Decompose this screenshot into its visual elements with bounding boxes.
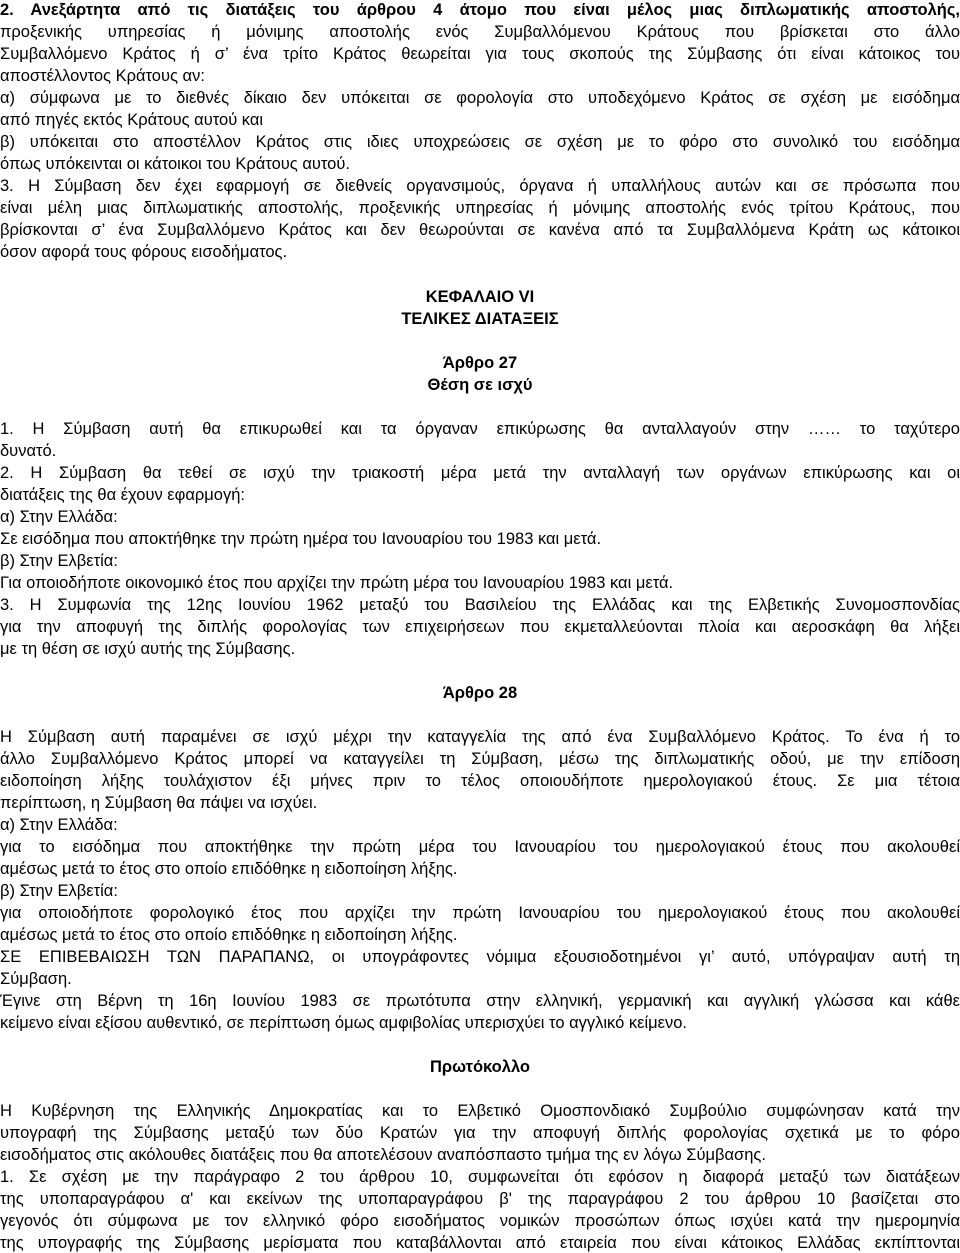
- chapter-heading: ΚΕΦΑΛΑΙΟ VI: [425, 288, 535, 306]
- text-line: Η Σύμβαση αυτή παραμένει σε ισχύ μέχρι την καταγγελία της από ένα Συμβαλλόμενο Κράτος. Το ένα ή το: [0, 728, 960, 746]
- text-line: αμέσως μετά το έτος στο οποίο επιδόθηκε η ειδοποίηση λήξης.: [0, 926, 458, 944]
- text-line: περίπτωση, η Σύμβαση θα πάψει να ισχύει.: [0, 794, 318, 812]
- article-heading: Άρθρο 28: [442, 684, 518, 702]
- text-line: δυνατό.: [0, 442, 57, 460]
- text-line: από πηγές εκτός Κράτους αυτού και: [0, 111, 264, 129]
- text-line: 2. Η Σύμβαση θα τεθεί σε ισχύ την τριακοστή μέρα μετά την ανταλλαγή των οργάνων επικύρωσης και οι: [0, 464, 960, 482]
- text-line: α) Στην Ελλάδα:: [0, 816, 118, 834]
- text-line: γεγονός ότι σύμφωνα με τον ελληνικό φόρο εισοδήματος νομικών προσώπων όπως ισχύει κατά την ημερομηνία: [0, 1212, 960, 1230]
- article-heading: Άρθρο 27: [442, 354, 518, 372]
- text-line: της υπογραφής της Σύμβασης μερίσματα που καταβάλλονται από εταιρεία που είναι κάτοικος Ελλάδας εκπίπτονται: [0, 1234, 960, 1252]
- protocol-heading: Πρωτόκολλο: [429, 1058, 530, 1076]
- text-line: ΣΕ ΕΠΙΒΕΒΑΙΩΣΗ ΤΩΝ ΠΑΡΑΠΑΝΩ, οι υπογράφοντες νόμιμα εξουσιοδοτημένοι γι’ αυτό, υπόγραψαν αυτή τη: [0, 948, 960, 966]
- text-line: Συμβαλλόμενο Κράτος ή σ’ ένα τρίτο Κράτος θεωρείται για τους σκοπούς της Σύμβασης ότι είναι κάτοικος του: [0, 45, 960, 63]
- text-line: υπογραφή της Σύμβασης μεταξύ των δύο Κρατών για την αποφυγή διπλής φορολογίας σχετικά με το φόρο: [0, 1124, 960, 1142]
- chapter-title: ΤΕΛΙΚΕΣ ΔΙΑΤΑΞΕΙΣ: [401, 310, 559, 328]
- text-line: β) υπόκειται στο αποστέλλον Κράτος στις ιδιες υποχρεώσεις σε σχέση με το φόρο στο συνολικό του εισόδημα: [0, 133, 960, 151]
- text-line: α) σύμφωνα με το διεθνές δίκαιο δεν υπόκειται σε φορολογία στο υποδεχόμενο Κράτος σε σχέση με εισόδημα: [0, 89, 960, 107]
- text-line: διατάξεις της θα έχουν εφαρμογή:: [0, 486, 245, 504]
- text-line: για το εισόδημα που αποκτήθηκε την πρώτη μέρα του Ιανουαρίου του ημερολογιακού έτους που ακολουθεί: [0, 838, 960, 856]
- text-line: Σύμβαση.: [0, 970, 72, 988]
- text-line: είναι μέλη μιας διπλωματικής αποστολής, προξενικής υπηρεσίας ή μόνιμης αποστολής ενός τρίτου Κράτους, που: [0, 199, 960, 217]
- text-line: βρίσκονται σ’ ένα Συμβαλλόμενο Κράτος και δεν θεωρούνται σε κανένα από τα Συμβαλλόμενα Κράτη ως κάτοικοι: [0, 221, 960, 239]
- text-line: 3. Η Σύμβαση δεν έχει εφαρμογή σε διεθνείς οργανσιμούς, όργανα ή υπαλλήλους αυτών και σε πρόσωπα που: [0, 177, 960, 195]
- text-line: β) Στην Ελβετία:: [0, 882, 118, 900]
- text-line: όπως υπόκεινται οι κάτοικοι του Κράτους αυτού.: [0, 155, 350, 173]
- text-line: της υποπαραγράφου α' και εκείνων της υποπαραγράφου β' της παραγράφου 2 του άρθρου 10 βασίζεται στο: [0, 1190, 960, 1208]
- text-line: 3. Η Συμφωνία της 12ης Ιουνίου 1962 μεταξύ του Βασιλείου της Ελλάδας και της Ελβετικής Συνομοσπονδίας: [0, 596, 960, 614]
- text-line: Έγινε στη Βέρνη τη 16η Ιουνίου 1983 σε πρωτότυπα στην ελληνική, γερμανική και αγγλική γλώσσα και κάθε: [0, 992, 960, 1010]
- text-line: άλλο Συμβαλλόμενο Κράτος μπορεί να καταγγείλει τη Σύμβαση, μέσω της διπλωματικής οδού, με την επίδοση: [0, 750, 960, 768]
- text-line: αποστέλλοντος Κράτους αν:: [0, 67, 205, 85]
- text-line: με τη θέση σε ισχύ αυτής της Σύμβασης.: [0, 640, 296, 658]
- text-line: κείμενο είναι εξίσου αυθεντικό, σε περίπτωση όμως αμφιβολίας υπερισχύει το αγγλικό κείμενο.: [0, 1014, 688, 1032]
- text-line: α) Στην Ελλάδα:: [0, 508, 118, 526]
- text-line: 1. Η Σύμβαση αυτή θα επικυρωθεί και τα όργαναν επικύρωσης θα ανταλλαγούν στην …… το ταχύτερο: [0, 420, 960, 438]
- text-line: για οποιοδήποτε φορολογικό έτος που αρχίζει την πρώτη Ιανουαρίου του ημερολογιακού έτους που ακολουθεί: [0, 904, 960, 922]
- text-line: 2. Ανεξάρτητα από τις διατάξεις του άρθρου 4 άτομο που είναι μέλος μιας διπλωματικής αποστολής,: [0, 1, 960, 19]
- text-line: Η Κυβέρνηση της Ελληνικής Δημοκρατίας και το Ελβετικό Ομοσπονδιακό Συμβούλιο συμφώνησαν κατά την: [0, 1102, 960, 1120]
- article-title: Θέση σε ισχύ: [427, 376, 533, 394]
- text-line: όσον αφορά τους φόρους εισοδήματος.: [0, 243, 288, 261]
- text-line: ειδοποίηση λήξης τουλάχιστον έξι μήνες πριν το τέλος οποιουδήποτε ημερολογιακού έτους. Σε μια τέτοια: [0, 772, 960, 790]
- text-line: Για οποιοδήποτε οικονομικό έτος που αρχίζει την πρώτη μέρα του Ιανουαρίου 1983 και μετά.: [0, 574, 674, 592]
- text-line: αμέσως μετά το έτος στο οποίο επιδόθηκε η ειδοποίηση λήξης.: [0, 860, 458, 878]
- text-line: προξενικής υπηρεσίας ή μόνιμης αποστολής ενός Συμβαλλόμενου Κράτους που βρίσκεται στο άλλο: [0, 23, 960, 41]
- text-line: 1. Σε σχέση με την παράγραφο 2 του άρθρου 10, συμφωνείται ότι εφόσον η διαφορά μεταξύ των διατάξεων: [0, 1168, 960, 1186]
- text-line: για την αποφυγή της διπλής φορολογίας των επιχειρήσεων που εκμεταλλεύονται πλοία και αεροσκάφη θα λήξει: [0, 618, 960, 636]
- text-line: β) Στην Ελβετία:: [0, 552, 118, 570]
- text-line: Σε εισόδημα που αποκτήθηκε την πρώτη ημέρα του Ιανουαρίου του 1983 και μετά.: [0, 530, 602, 548]
- text-line: εισοδήματος στις ακόλουθες διατάξεις που θα αποτελέσουν αναπόσπαστο τμήμα της εν λόγω Σύμβασης.: [0, 1146, 766, 1164]
